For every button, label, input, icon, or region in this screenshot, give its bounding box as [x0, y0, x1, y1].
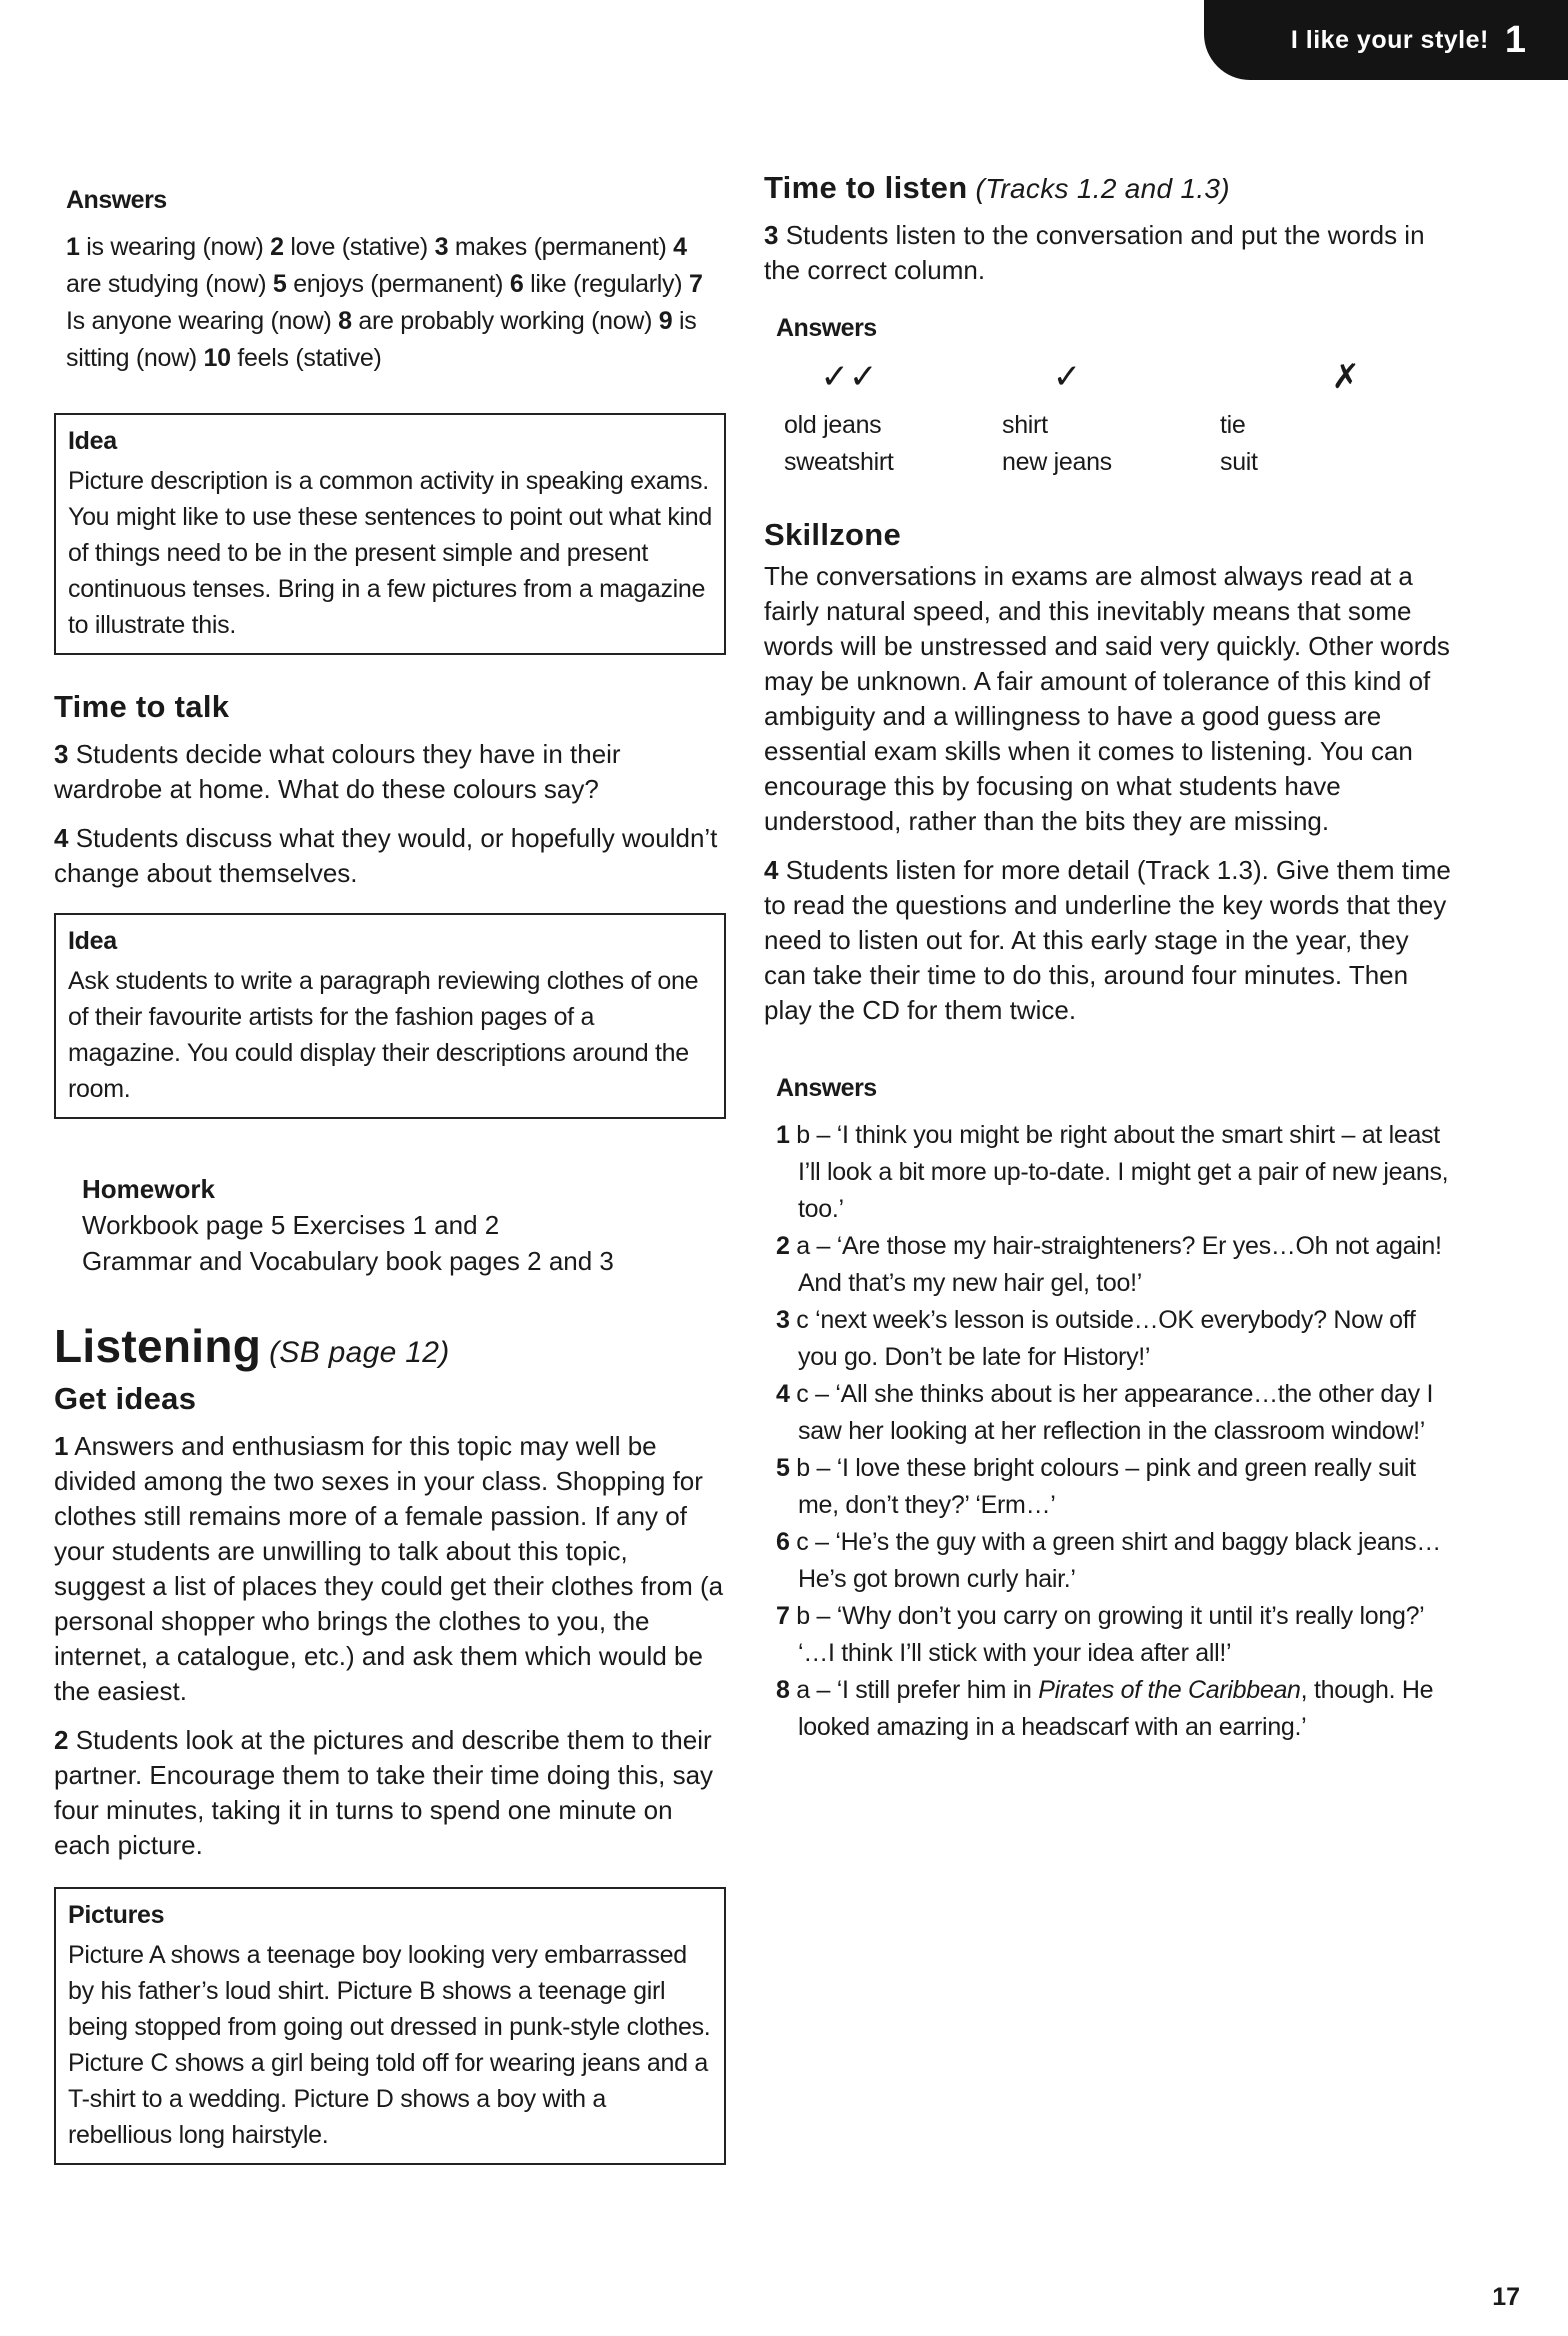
- answer-number: 5: [776, 1454, 790, 1482]
- answer-text: love (stative): [290, 233, 428, 261]
- homework-block: [82, 1171, 726, 1279]
- answer-text: b – ‘I love these bright colours – pink and green really suit me, don’t they?’ ‘Erm…’: [789, 1454, 1416, 1519]
- idea-text: Ask students to write a paragraph reviewing clothes of one of their favourite artists for the fashion pages of a magazine. You could display their descriptions around the room.: [68, 967, 699, 1103]
- answer-text: a – ‘I still prefer him in: [789, 1676, 1039, 1704]
- answer-text: , though. He looked amazing in a headscarf with an earring.’: [798, 1676, 1434, 1741]
- answer-number: 7: [776, 1602, 790, 1630]
- answer-text: is wearing (now): [86, 233, 264, 261]
- answer-number: 3: [434, 233, 449, 261]
- skillzone-text: The conversations in exams are almost always read at a fairly natural speed, and this inevitably means that some words will be unstressed and said very quickly. Other words may be unknown. A fair amount of tolerance of this kind of ambiguity and a willingness to have a good guess are essential exam skills when it comes to listening. You can encourage this by focusing on what students have understood, rather than the bits they are missing.: [764, 561, 1450, 836]
- answer-row: [776, 1302, 1454, 1376]
- answer-row: [776, 1450, 1454, 1524]
- answer-text: like (regularly): [530, 270, 683, 298]
- answer-text: makes (permanent): [454, 233, 667, 261]
- double-tick-icon: ✓✓: [820, 358, 878, 396]
- tick-column-1: [784, 357, 1002, 481]
- skillzone-p4: 4 Students listen for more detail (Track 1.3). Give them time to read the questions and underline the key words that they need to listen out for. At this early stage in the year, they can take their time to do this, around four minutes. Then play the CD for them twice.: [764, 855, 1451, 1025]
- pictures-box: [54, 1887, 726, 2165]
- chapter-header-tab: [1204, 0, 1568, 80]
- tick-column-2: [1002, 357, 1220, 481]
- answer-number: 6: [509, 270, 524, 298]
- answers-list: [66, 229, 726, 377]
- idea-box-2: [54, 913, 726, 1119]
- answer-text: are probably working (now): [358, 307, 653, 335]
- tick-item: old jeans: [784, 411, 882, 439]
- answer-number: 2: [776, 1232, 790, 1260]
- answer-text: is sitting (now): [66, 307, 697, 372]
- answer-number: 2: [270, 233, 284, 261]
- answer-number: 8: [776, 1676, 790, 1704]
- answer-text: a – ‘Are those my hair-straighteners? Er yes…Oh not again! And that’s my new hair gel, too!’: [789, 1232, 1442, 1297]
- answer-row: [776, 1524, 1454, 1598]
- answer-text: c – ‘All she thinks about is her appearance…the other day I saw her looking at her reflection in the classroom window!’: [789, 1380, 1434, 1445]
- answer-number: 4: [673, 233, 687, 261]
- tick-item: shirt: [1002, 411, 1048, 439]
- idea-title: Idea: [68, 427, 117, 455]
- time-to-listen-heading: Time to listen (Tracks 1.2 and 1.3): [764, 170, 1230, 205]
- tick-item: suit: [1220, 448, 1258, 476]
- answer-text: c ‘next week’s lesson is outside…OK everybody? Now off you go. Don’t be late for History!’: [789, 1306, 1416, 1371]
- tick-columns: [784, 357, 1454, 481]
- answers-heading: Answers: [776, 314, 877, 342]
- answers-block: [54, 186, 726, 377]
- right-column: [764, 170, 1454, 1746]
- pictures-title: Pictures: [68, 1901, 165, 1929]
- tick-item: sweatshirt: [784, 448, 894, 476]
- tick-icon: ✓: [1052, 358, 1082, 396]
- time-to-talk-heading: Time to talk: [54, 689, 230, 724]
- answer-number: 10: [203, 344, 231, 372]
- idea-box-1: [54, 413, 726, 655]
- left-column: [54, 186, 726, 2165]
- answer-text: are studying (now): [66, 270, 267, 298]
- skillzone-heading: Skillzone: [764, 517, 902, 552]
- time-to-talk-p4: 4 Students discuss what they would, or hopefully wouldn’t change about themselves.: [54, 823, 718, 888]
- page-number: 17: [1492, 2283, 1520, 2311]
- tick-item: new jeans: [1002, 448, 1112, 476]
- answer-row: [776, 1598, 1454, 1672]
- get-ideas-p1: 1 Answers and enthusiasm for this topic may well be divided among the two sexes in your class. Shopping for clothes still remains more of a female passion. If any of your students are unwilling to talk about this topic, suggest a list of places they could get their clothes from (a personal shopper who brings the clothes to you, the internet, a catalogue, etc.) and ask them which would be the easiest.: [54, 1431, 724, 1706]
- answer-row: [776, 1376, 1454, 1450]
- chapter-title: I like your style!: [1290, 25, 1489, 54]
- tick-column-3: [1220, 357, 1438, 481]
- answer-text: b – ‘Why don’t you carry on growing it until it’s really long?’ ‘…I think I’ll stick with your idea after all!’: [789, 1602, 1424, 1667]
- answer-number: 8: [338, 307, 352, 335]
- answer-number: 1: [66, 233, 80, 261]
- answer-text: Is anyone wearing (now): [66, 307, 332, 335]
- answer-number: 1: [776, 1121, 790, 1149]
- answer-number: 3: [776, 1306, 790, 1334]
- answer-number: 9: [658, 307, 673, 335]
- get-ideas-heading: Get ideas: [54, 1381, 197, 1416]
- answer-number: 5: [272, 270, 287, 298]
- idea-title: Idea: [68, 927, 117, 955]
- get-ideas-p2: 2 Students look at the pictures and describe them to their partner. Encourage them to take their time doing this, say four minutes, taking it in turns to spend one minute on each picture.: [54, 1725, 714, 1860]
- homework-line: Grammar and Vocabulary book pages 2 and 3: [82, 1246, 614, 1276]
- listening-heading: Listening (SB page 12): [54, 1320, 450, 1372]
- chapter-number: 1: [1504, 18, 1526, 61]
- answer-text: enjoys (permanent): [293, 270, 504, 298]
- homework-line: Workbook page 5 Exercises 1 and 2: [82, 1210, 500, 1240]
- answer-text: c – ‘He’s the guy with a green shirt and baggy black jeans…He’s got brown curly hair.’: [789, 1528, 1441, 1593]
- answer-text: b – ‘I think you might be right about the smart shirt – at least I’ll look a bit more up-to-date. I might get a pair of new jeans, too.’: [789, 1121, 1449, 1223]
- answer-number: 7: [688, 270, 703, 298]
- answer-text: feels (stative): [237, 344, 382, 372]
- film-title: Pirates of the Caribbean: [1038, 1676, 1301, 1704]
- idea-text: Picture description is a common activity in speaking exams. You might like to use these sentences to point out what kind of things need to be in the present simple and present continuous tenses. Bring in a few pictures from a magazine to illustrate this.: [68, 467, 713, 639]
- cross-icon: ✗: [1331, 358, 1360, 396]
- answer-row: [776, 1117, 1454, 1228]
- time-to-talk-p3: 3 Students decide what colours they have in their wardrobe at home. What do these colours say?: [54, 739, 621, 804]
- tick-item: tie: [1220, 411, 1246, 439]
- answer-row: [776, 1672, 1454, 1746]
- answer-row: [776, 1228, 1454, 1302]
- time-to-listen-p3: 3 Students listen to the conversation and put the words in the correct column.: [764, 220, 1425, 285]
- pictures-text: Picture A shows a teenage boy looking very embarrassed by his father’s loud shirt. Picture B shows a teenage girl being stopped from going out dressed in punk-style clothes. Picture C shows a girl being told off for wearing jeans and a T-shirt to a wedding. Picture D shows a boy with a rebellious long hairstyle.: [68, 1941, 711, 2149]
- answer-number: 4: [776, 1380, 790, 1408]
- homework-title: Homework: [82, 1174, 215, 1204]
- answer-number: 6: [776, 1528, 790, 1556]
- answers-quotes-list: [776, 1117, 1454, 1746]
- answers-heading: Answers: [66, 186, 167, 214]
- answers-heading: Answers: [776, 1074, 877, 1102]
